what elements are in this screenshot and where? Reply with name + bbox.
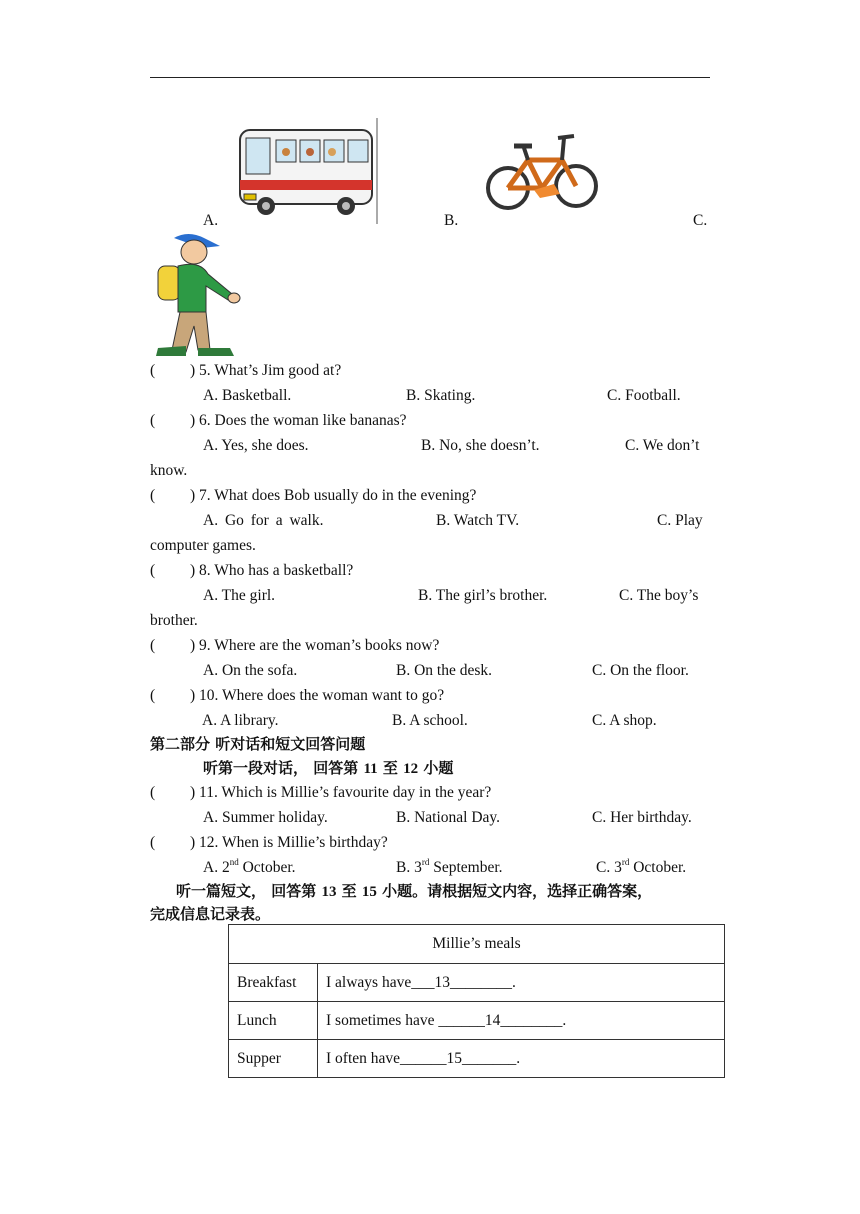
answer-bracket: ( bbox=[150, 834, 156, 851]
passage-instruction: 听一篇短文， 回答第 13 至 15 小题。请根据短文内容，选择正确答案， bbox=[176, 882, 653, 900]
walking-boy-icon bbox=[150, 230, 242, 358]
option-c-label: C. bbox=[693, 212, 708, 229]
question-6: ) 6. Does the woman like bananas? bbox=[190, 412, 407, 429]
q8-option-b: B. The girl’s brother. bbox=[418, 587, 548, 604]
table-row bbox=[229, 1002, 725, 1040]
part2-heading: 第二部分 听对话和短文回答问题 bbox=[150, 735, 366, 753]
answer-bracket: ( bbox=[150, 784, 156, 801]
table-row bbox=[229, 1040, 725, 1078]
meals-table bbox=[228, 924, 725, 1078]
question-7: ) 7. What does Bob usually do in the evening? bbox=[190, 487, 477, 504]
answer-blank-15[interactable]: ______15_______ bbox=[400, 1049, 517, 1067]
question-11: ) 11. Which is Millie’s favourite day in the year? bbox=[190, 784, 492, 801]
q9-option-b: B. On the desk. bbox=[396, 662, 493, 679]
q10-option-c: C. A shop. bbox=[592, 712, 657, 729]
q8-option-c-wrap: brother. bbox=[150, 612, 198, 629]
question-5: ) 5. What’s Jim good at? bbox=[190, 362, 342, 379]
answer-bracket: ( bbox=[150, 687, 156, 704]
answer-bracket: ( bbox=[150, 562, 156, 579]
meal-name: Supper bbox=[229, 1040, 318, 1078]
question-9: ) 9. Where are the woman’s books now? bbox=[190, 637, 440, 654]
q5-option-b: B. Skating. bbox=[406, 387, 476, 404]
q11-option-c: C. Her birthday. bbox=[592, 809, 692, 826]
answer-blank-14[interactable]: ______14________ bbox=[438, 1011, 563, 1029]
passage-instruction-line2: 完成信息记录表。 bbox=[150, 905, 271, 923]
q7-option-c: C. Play bbox=[657, 512, 703, 529]
answer-blank-13[interactable]: ___13________ bbox=[411, 973, 512, 991]
question-8: ) 8. Who has a basketball? bbox=[190, 562, 354, 579]
meal-name: Lunch bbox=[229, 1002, 318, 1040]
q12-option-c: C. 3rd October. bbox=[596, 857, 687, 876]
table-row bbox=[229, 964, 725, 1002]
option-a-label: A. bbox=[203, 212, 219, 229]
question-12: ) 12. When is Millie’s birthday? bbox=[190, 834, 388, 851]
q9-option-c: C. On the floor. bbox=[592, 662, 689, 679]
q7-option-a: A. Go for a walk. bbox=[203, 512, 324, 529]
bicycle-icon bbox=[484, 130, 600, 218]
q7-option-b: B. Watch TV. bbox=[436, 512, 520, 529]
q11-option-a: A. Summer holiday. bbox=[203, 809, 328, 826]
q8-option-a: A. The girl. bbox=[203, 587, 276, 604]
question-10: ) 10. Where does the woman want to go? bbox=[190, 687, 445, 704]
meal-sentence: I always have___13________. bbox=[318, 964, 725, 1002]
meal-sentence: I often have______15_______. bbox=[318, 1040, 725, 1078]
option-b-label: B. bbox=[444, 212, 459, 229]
q12-option-b: B. 3rd September. bbox=[396, 857, 503, 876]
meal-sentence: I sometimes have ______14________. bbox=[318, 1002, 725, 1040]
q5-option-c: C. Football. bbox=[607, 387, 681, 404]
q6-option-c: C. We don’t bbox=[625, 437, 700, 454]
q6-option-c-wrap: know. bbox=[150, 462, 188, 479]
q10-option-b: B. A school. bbox=[392, 712, 468, 729]
q5-option-a: A. Basketball. bbox=[203, 387, 292, 404]
q7-option-c-wrap: computer games. bbox=[150, 537, 256, 554]
q6-option-b: B. No, she doesn’t. bbox=[421, 437, 540, 454]
dialogue-instruction: 听第一段对话， 回答第 11 至 12 小题 bbox=[203, 759, 454, 777]
table-title: Millie’s meals bbox=[229, 925, 725, 964]
q12-option-a: A. 2nd October. bbox=[203, 857, 296, 876]
answer-bracket: ( bbox=[150, 362, 156, 379]
q6-option-a: A. Yes, she does. bbox=[203, 437, 309, 454]
answer-bracket: ( bbox=[150, 487, 156, 504]
q8-option-c: C. The boy’s bbox=[619, 587, 699, 604]
bus-icon bbox=[236, 118, 378, 224]
answer-bracket: ( bbox=[150, 637, 156, 654]
answer-bracket: ( bbox=[150, 412, 156, 429]
q11-option-b: B. National Day. bbox=[396, 809, 501, 826]
header-rule bbox=[150, 77, 710, 78]
q10-option-a: A. A library. bbox=[202, 712, 279, 729]
meal-name: Breakfast bbox=[229, 964, 318, 1002]
q9-option-a: A. On the sofa. bbox=[203, 662, 298, 679]
